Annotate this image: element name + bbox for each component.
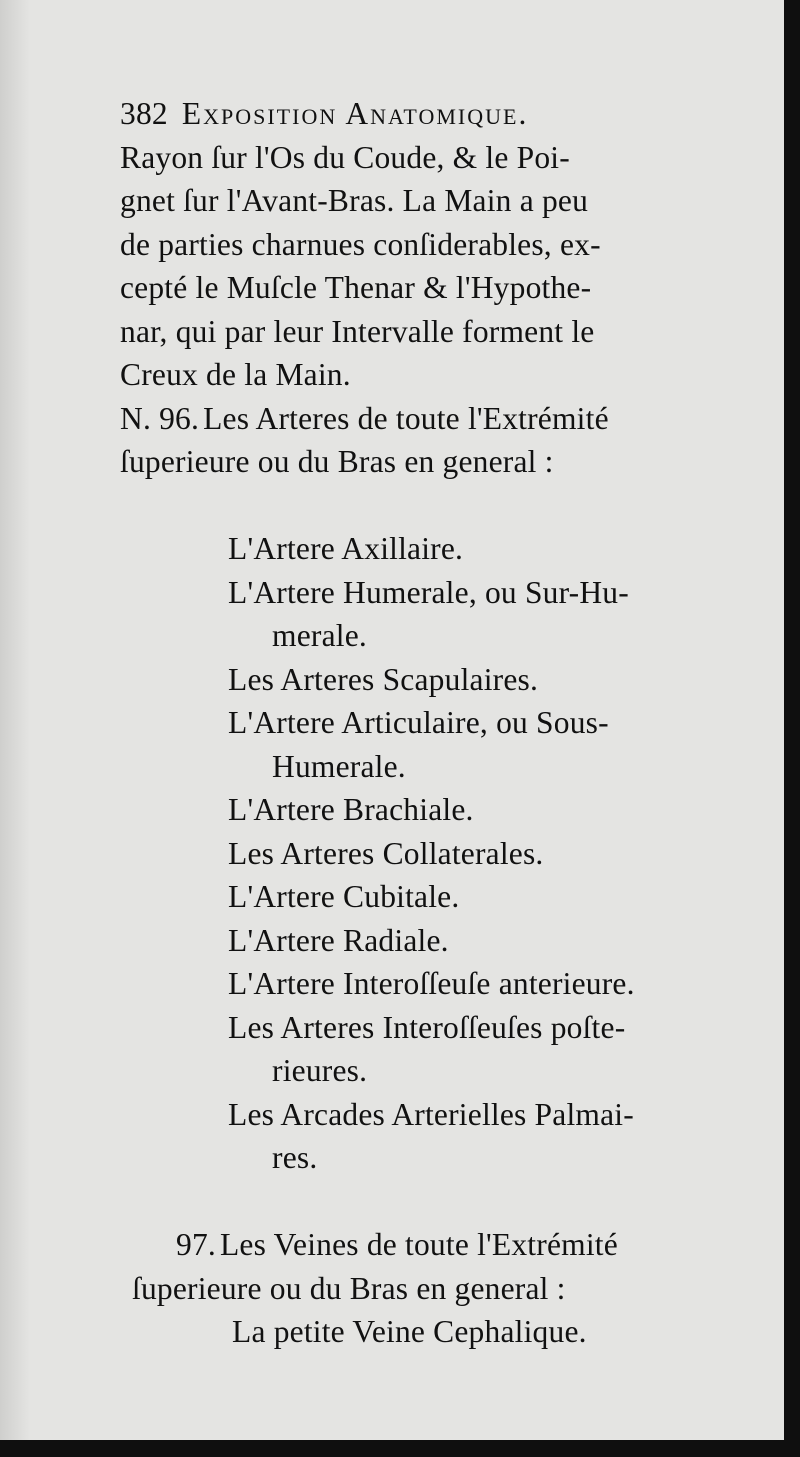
list-item: Les Arcades Arterielles Palmai- (228, 1096, 634, 1132)
list-item: Les Arteres Interoſſeuſes poſte- (228, 1009, 626, 1045)
section-97 (120, 1223, 750, 1310)
text-line: nar, qui par leur Intervalle forment le (120, 313, 595, 349)
arteries-list (120, 527, 750, 1180)
list-item: L'Artere Humerale, ou Sur-Hu- (228, 574, 629, 610)
text-line: gnet ſur l'Avant-Bras. La Main a peu (120, 183, 589, 218)
list-item: L'Artere Axillaire. (228, 531, 464, 566)
text-line: Rayon ſur l'Os du Coude, & le Poi- (120, 139, 570, 175)
list-item-continuation: res. (272, 1140, 318, 1175)
intro-paragraph (120, 136, 750, 397)
list-item-continuation: rieures. (272, 1053, 368, 1088)
section-heading (120, 397, 750, 441)
running-head-title: Exposition Anatomique. (181, 96, 529, 131)
text-line: Creux de la Main. (120, 357, 351, 392)
text-line: de parties charnues conſiderables, ex- (120, 226, 601, 262)
text-line: ſuperieure ou du Bras en general : (120, 444, 554, 479)
list-item: Les Arteres Scapulaires. (228, 661, 539, 697)
veins-list (120, 1310, 750, 1354)
page-edge-bottom (0, 1440, 800, 1457)
list-item: L'Artere Interoſſeuſe anterieure. (228, 966, 635, 1001)
text-line: Les Arteres de toute l'Extrémité (203, 400, 609, 436)
list-item: La petite Veine Cephalique. (232, 1314, 587, 1349)
text-line: ſuperieure ou du Bras en general : (132, 1270, 566, 1306)
section-heading (176, 1223, 750, 1267)
list-item-continuation: merale. (272, 618, 367, 653)
list-item: L'Artere Cubitale. (228, 879, 460, 914)
section-96 (120, 397, 750, 484)
section-number: N. 96. (120, 400, 200, 436)
page-text (120, 92, 750, 1354)
running-header (120, 92, 750, 136)
list-item: Les Arteres Collaterales. (228, 835, 544, 871)
list-item: L'Artere Brachiale. (228, 792, 474, 827)
list-item-continuation: Humerale. (272, 748, 406, 784)
text-line: Les Veines de toute l'Extrémité (219, 1227, 618, 1262)
list-item: L'Artere Articulaire, ou Sous- (228, 705, 609, 740)
text-line: cepté le Muſcle Thenar & l'Hypothe- (120, 270, 592, 305)
page-edge-right (784, 0, 800, 1457)
page-number: 382 (120, 96, 168, 131)
list-item: L'Artere Radiale. (228, 922, 449, 958)
section-number: 97. (176, 1227, 216, 1262)
